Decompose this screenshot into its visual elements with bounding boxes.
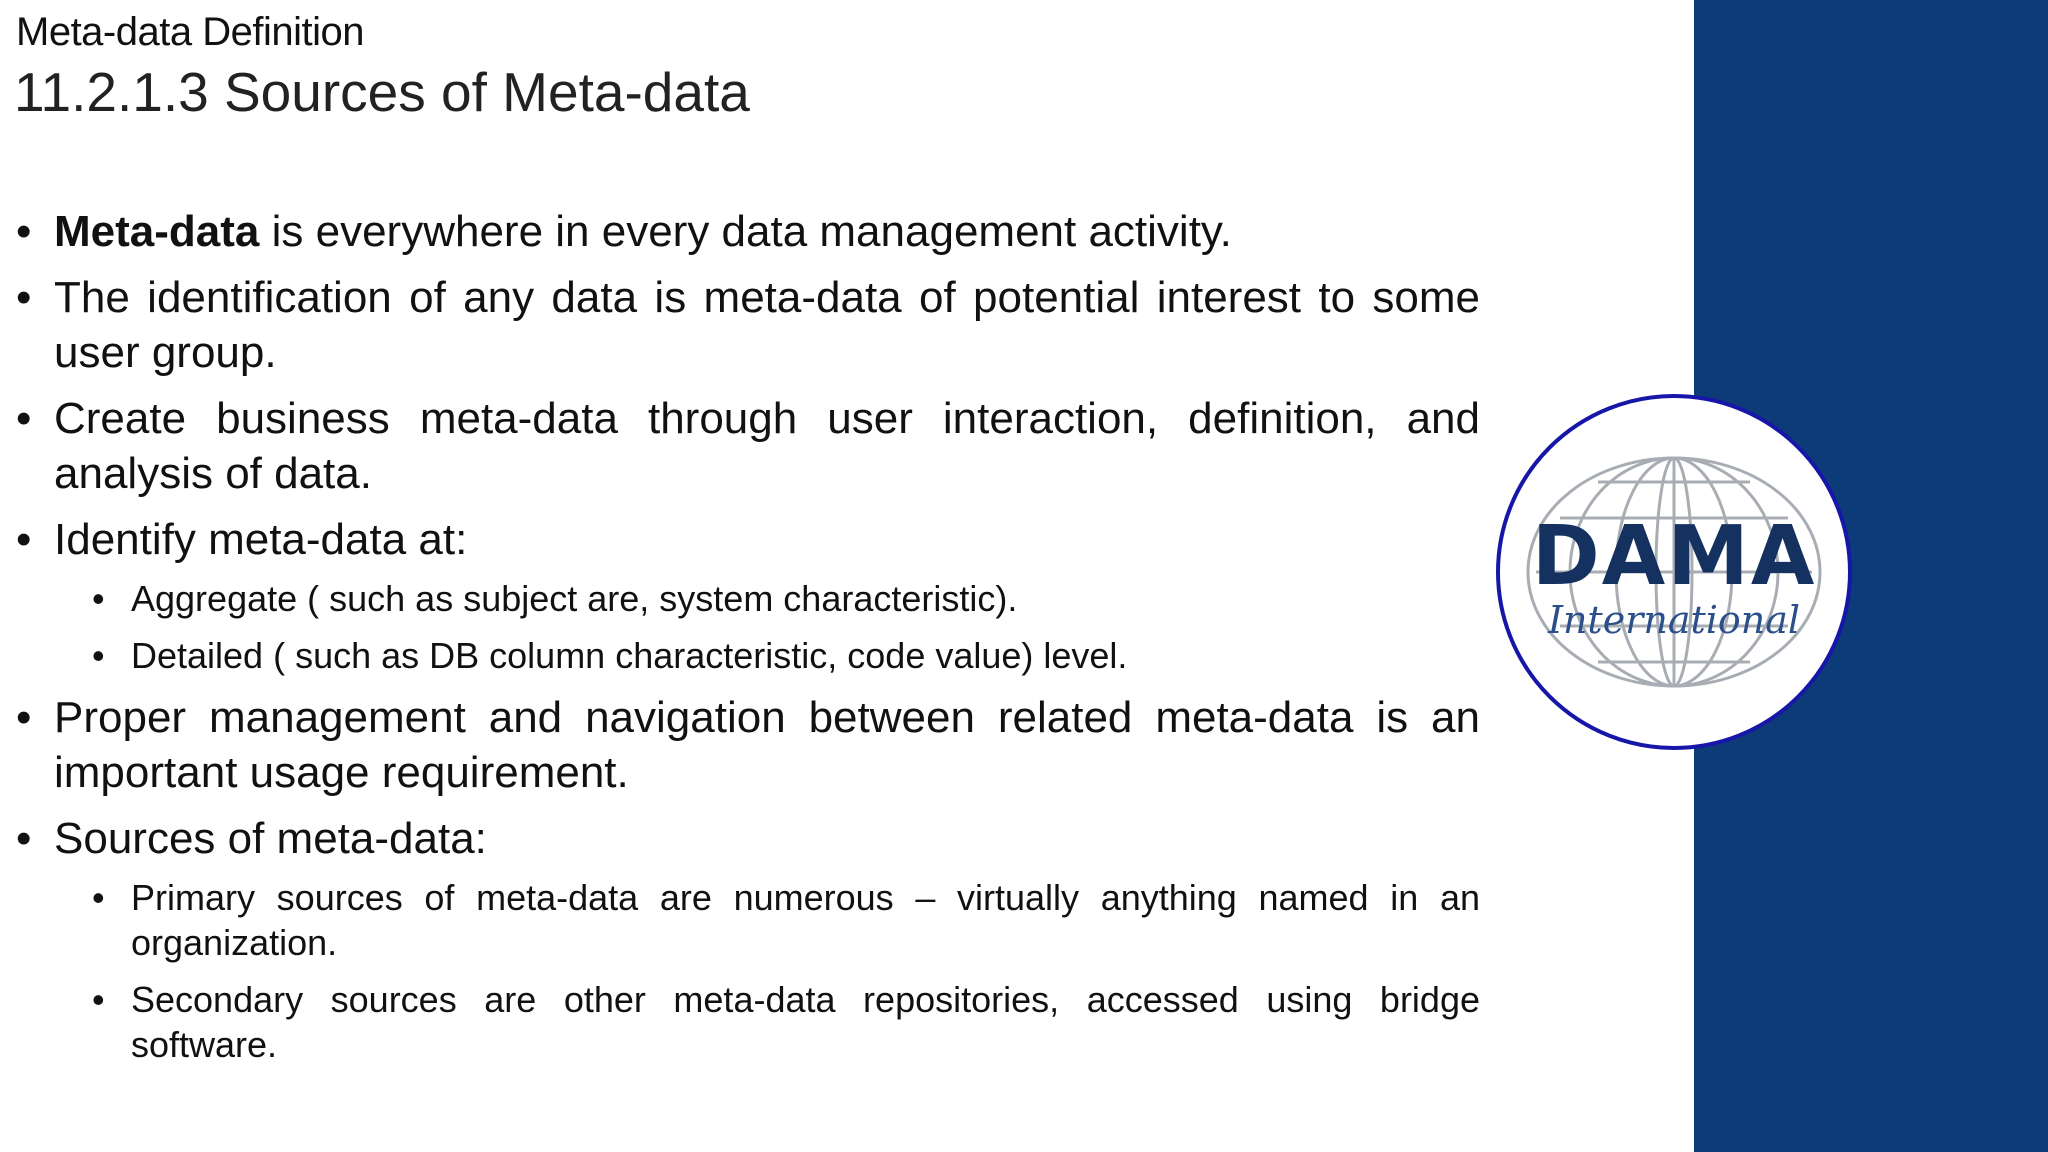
bullet-text: is everywhere in every data management activity. [259,207,1232,256]
bullet-item: • Create business meta-data through user interaction, definition, and analysis of data. [16,391,1480,501]
sub-bullet-item: • Detailed ( such as DB column characteristic, code value) level. [16,633,1480,678]
dama-logo [1496,394,1852,750]
sub-bullet-list [16,875,1480,1067]
bullet-item: • The identification of any data is meta-data of potential interest to some user group. [16,270,1480,380]
logo-wordmark: DAMA [1531,509,1817,604]
sub-bullet-item: • Primary sources of meta-data are numerous – virtually anything named in an organization. [16,875,1480,965]
bullet-item: • Proper management and navigation between related meta-data is an important usage requirement. [16,690,1480,800]
slide-title: 11.2.1.3 Sources of Meta-data [14,61,750,123]
bullet-item [16,204,1480,259]
sub-bullet-list [16,576,1480,678]
bullet-item: • Identify meta-data at: [16,512,1480,567]
logo-subtitle: International [1547,598,1801,642]
sub-bullet-item: • Aggregate ( such as subject are, system characteristic). [16,576,1480,621]
bullet-list [16,204,1480,1079]
slide-kicker: Meta-data Definition [16,10,364,54]
bold-term: Meta-data [54,207,260,256]
sub-bullet-item: • Secondary sources are other meta-data repositories, accessed using bridge software. [16,977,1480,1067]
bullet-item: • Sources of meta-data: [16,811,1480,866]
